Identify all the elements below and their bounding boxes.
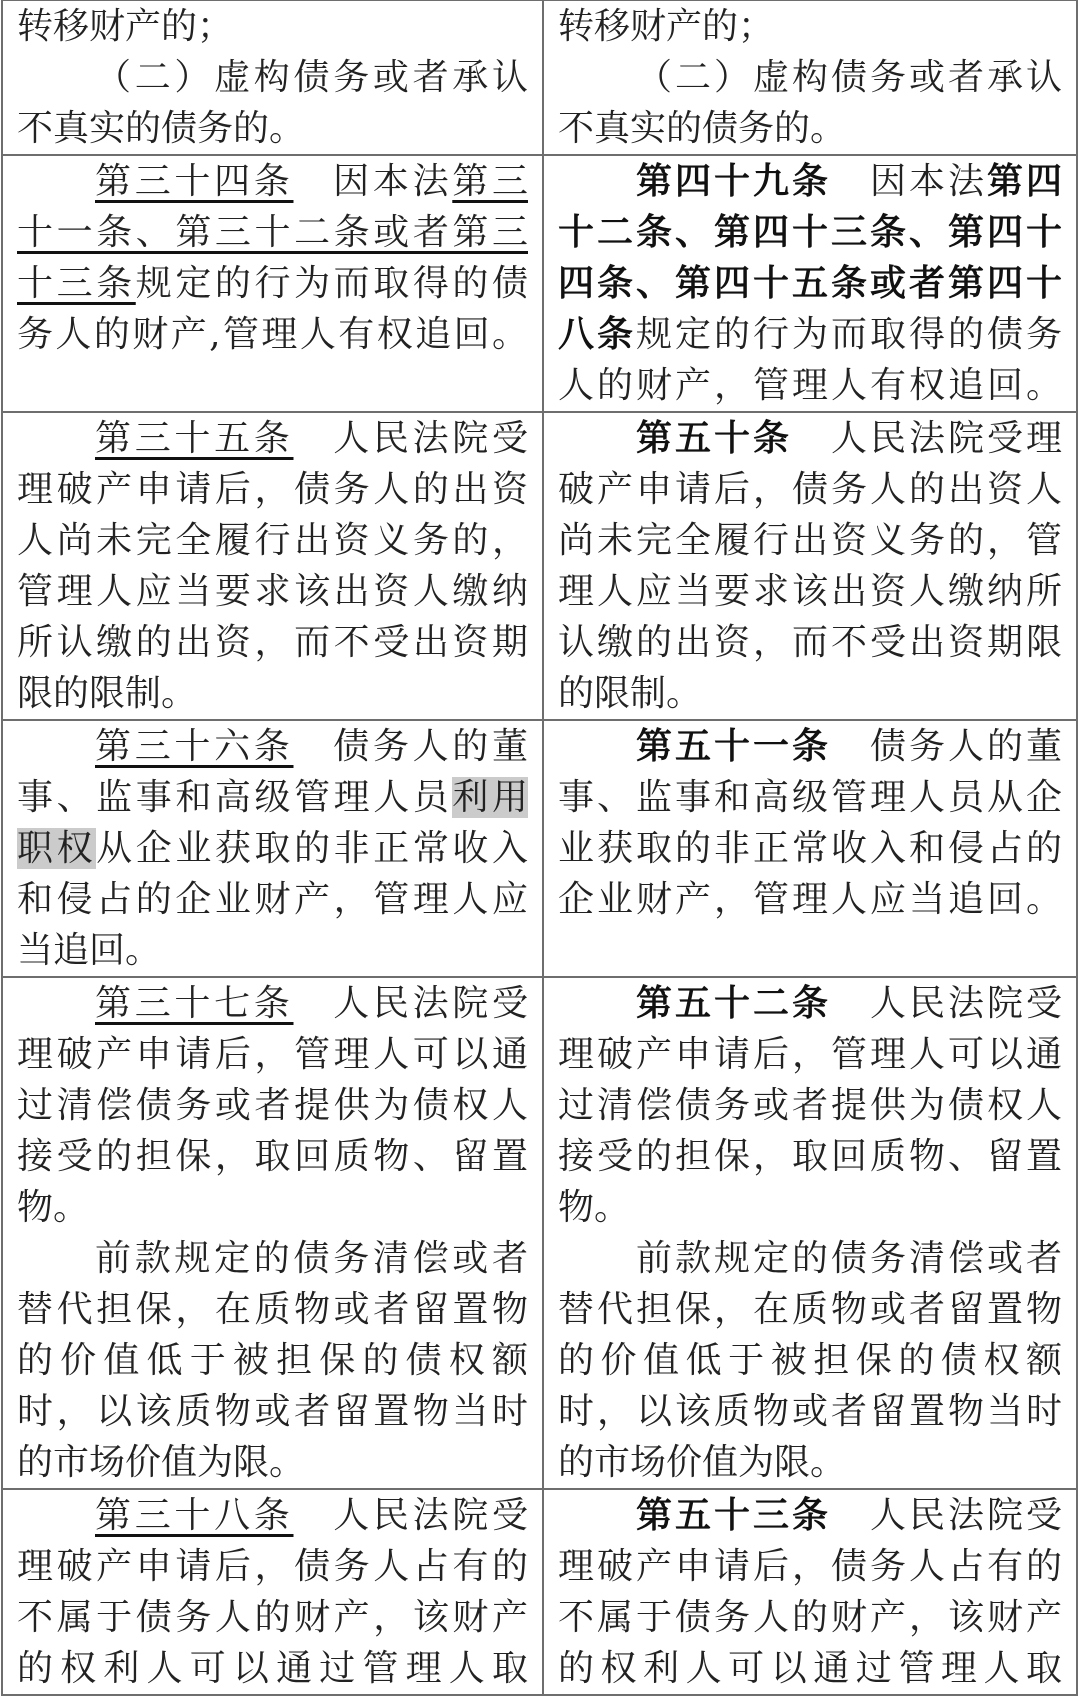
text-line	[558, 1284, 1062, 1335]
text-segment: 事、监事和高级管理人员从企	[558, 777, 1062, 818]
text-line	[558, 1386, 1062, 1437]
text-segment: 人民法院受	[293, 983, 528, 1024]
old-law-cell	[2, 977, 543, 1489]
text-line	[17, 1386, 528, 1437]
highlighted-text: 利用	[452, 777, 528, 818]
text-line	[558, 515, 1062, 566]
text-segment: 限的限制。	[17, 673, 198, 714]
text-segment: 接受的担保，取回质物、留置	[558, 1136, 1062, 1177]
text-segment: 债务人的董	[831, 726, 1062, 767]
text-segment: 债务人的董	[293, 726, 528, 767]
text-segment: 和侵占的企业财产，管理人应	[17, 879, 528, 920]
text-line	[558, 566, 1062, 617]
text-segment: 理破产申请后，管理人可以通	[558, 1034, 1062, 1075]
new-law-cell	[543, 720, 1077, 977]
highlighted-text: 职权	[17, 828, 97, 869]
text-segment: 替代担保，在质物或者留置物	[558, 1289, 1062, 1330]
text-segment: 所认缴的出资，而不受出资期	[17, 622, 528, 663]
text-line	[17, 1437, 528, 1488]
text-line	[558, 1080, 1062, 1131]
text-segment: 人尚未完全履行出资义务的，	[17, 520, 528, 561]
text-line	[17, 1080, 528, 1131]
text-line	[17, 925, 528, 976]
text-line	[17, 721, 528, 772]
text-line	[558, 874, 1062, 925]
bold-article-ref: 八条	[558, 313, 636, 355]
text-line	[558, 464, 1062, 515]
text-line	[17, 515, 528, 566]
text-line	[558, 668, 1062, 719]
law-comparison-table	[1, 0, 1078, 1696]
text-segment: （二）虚构债务或者承认	[95, 57, 528, 98]
bold-article-ref: 四条、第四十五条或者第四十	[558, 262, 1062, 304]
text-segment: 的限制。	[558, 673, 703, 714]
text-segment: 规定的行为而取得的债务	[636, 314, 1062, 355]
text-segment: 规定的行为而取得的债	[135, 263, 528, 304]
text-line	[558, 309, 1062, 360]
text-line	[17, 874, 528, 925]
text-line	[17, 823, 528, 874]
text-line	[17, 413, 528, 464]
text-segment: 物。	[558, 1187, 631, 1228]
text-line	[558, 823, 1062, 874]
text-line	[17, 207, 528, 258]
text-segment: 因本法	[293, 161, 453, 202]
text-line	[17, 1592, 528, 1643]
table-row	[2, 720, 1077, 977]
text-line	[17, 668, 528, 719]
text-segment: 过清偿债务或者提供为债权人	[558, 1085, 1062, 1126]
text-line	[558, 258, 1062, 309]
table-body	[2, 0, 1077, 1695]
text-segment: 人民法院受理	[792, 418, 1062, 459]
text-line	[558, 1490, 1062, 1541]
new-law-cell	[543, 155, 1077, 412]
old-law-cell	[2, 1489, 543, 1695]
text-line	[17, 978, 528, 1029]
text-line	[558, 1233, 1062, 1284]
text-segment: 替代担保，在质物或者留置物	[17, 1289, 528, 1330]
text-segment: 接受的担保，取回质物、留置	[17, 1136, 528, 1177]
text-segment: 的价值低于被担保的债权额	[558, 1340, 1062, 1381]
text-segment: （二）虚构债务或者承认	[636, 57, 1062, 98]
new-law-cell	[543, 0, 1077, 155]
text-segment: 的价值低于被担保的债权额	[17, 1340, 528, 1381]
text-line	[17, 1, 528, 52]
text-segment: 人民法院受	[831, 1495, 1062, 1536]
text-line	[17, 1541, 528, 1592]
text-line	[17, 772, 528, 823]
text-line	[17, 1643, 528, 1694]
text-line	[17, 1490, 528, 1541]
table-row	[2, 412, 1077, 720]
text-segment: 人民法院受	[293, 418, 528, 459]
table-row	[2, 1489, 1077, 1695]
old-law-cell	[2, 155, 543, 412]
text-line	[558, 1182, 1062, 1233]
text-segment: 尚未完全履行出资义务的，管	[558, 520, 1062, 561]
underlined-article-ref: 第三十八条	[95, 1495, 294, 1536]
text-segment: 转移财产的；	[17, 6, 234, 47]
text-line	[558, 52, 1062, 103]
text-line	[558, 978, 1062, 1029]
underlined-article-ref: 第三十七条	[95, 983, 294, 1024]
text-line	[17, 1182, 528, 1233]
text-line	[558, 1131, 1062, 1182]
text-segment: 破产申请后，债务人的出资人	[558, 469, 1062, 510]
text-segment: 的市场价值为限。	[17, 1442, 306, 1483]
bold-article-ref: 第四十九条	[636, 160, 831, 202]
text-segment: 不属于债务人的财产，该财产	[17, 1597, 528, 1638]
underlined-article-ref: 第三十五条	[95, 418, 294, 459]
table-row	[2, 977, 1077, 1489]
text-segment: 的市场价值为限。	[558, 1442, 847, 1483]
text-line	[17, 1233, 528, 1284]
text-line	[17, 1029, 528, 1080]
text-segment: 前款规定的债务清偿或者	[95, 1238, 528, 1279]
underlined-article-ref: 第三	[452, 161, 528, 202]
text-segment: 理破产申请后，债务人占有的	[17, 1546, 528, 1587]
text-line	[558, 1541, 1062, 1592]
text-segment: 企业财产，管理人应当追回。	[558, 879, 1062, 920]
text-segment: 事、监事和高级管理人员	[17, 777, 453, 818]
new-law-cell	[543, 412, 1077, 720]
text-segment: 转移财产的；	[558, 6, 775, 47]
text-segment: 不真实的债务的。	[558, 108, 847, 149]
bold-article-ref: 第五十三条	[636, 1494, 831, 1536]
underlined-article-ref: 第三十四条	[95, 161, 294, 202]
text-line	[558, 1335, 1062, 1386]
text-segment: 人民法院受	[293, 1495, 528, 1536]
text-segment: 时，以该质物或者留置物当时	[558, 1391, 1062, 1432]
text-line	[17, 1284, 528, 1335]
text-line	[17, 309, 528, 360]
underlined-article-ref: 第三十六条	[95, 726, 294, 767]
text-line	[17, 258, 528, 309]
text-line	[558, 156, 1062, 207]
text-line	[17, 464, 528, 515]
bold-article-ref: 十二条、第四十三条、第四十	[558, 211, 1062, 253]
text-line	[17, 103, 528, 154]
bold-article-ref: 第五十二条	[636, 982, 831, 1024]
text-line	[558, 1592, 1062, 1643]
table-row	[2, 0, 1077, 155]
new-law-cell	[543, 1489, 1077, 1695]
text-segment: 时，以该质物或者留置物当时	[17, 1391, 528, 1432]
bold-article-ref: 第四	[986, 160, 1062, 202]
text-segment: 人民法院受	[831, 983, 1062, 1024]
text-segment: 过清偿债务或者提供为债权人	[17, 1085, 528, 1126]
text-segment: 人的财产，管理人有权追回。	[558, 365, 1062, 406]
text-segment: 不真实的债务的。	[17, 108, 306, 149]
text-line	[558, 1029, 1062, 1080]
text-line	[17, 617, 528, 668]
table-row	[2, 155, 1077, 412]
text-segment: 认缴的出资，而不受出资期限	[558, 622, 1062, 663]
text-line	[558, 1, 1062, 52]
underlined-article-ref: 十一条、第三十二条或者第三	[17, 212, 528, 253]
text-segment: 理人应当要求该出资人缴纳所	[558, 571, 1062, 612]
text-line	[17, 566, 528, 617]
text-line	[558, 413, 1062, 464]
text-segment: 从企业获取的非正常收入	[96, 828, 528, 869]
old-law-cell	[2, 0, 543, 155]
text-segment: 前款规定的债务清偿或者	[636, 1238, 1062, 1279]
text-segment: 的权利人可以通过管理人取	[17, 1648, 528, 1689]
text-line	[558, 721, 1062, 772]
text-segment: 理破产申请后，债务人的出资	[17, 469, 528, 510]
text-segment: 理破产申请后，管理人可以通	[17, 1034, 528, 1075]
underlined-article-ref: 十三条	[17, 263, 136, 304]
old-law-cell	[2, 412, 543, 720]
text-segment: 业获取的非正常收入和侵占的	[558, 828, 1062, 869]
new-law-cell	[543, 977, 1077, 1489]
text-segment: 不属于债务人的财产，该财产	[558, 1597, 1062, 1638]
text-segment: 因本法	[830, 161, 987, 202]
text-segment: 的权利人可以通过管理人取	[558, 1648, 1062, 1689]
text-segment: 物。	[17, 1187, 90, 1228]
text-line	[558, 207, 1062, 258]
text-line	[558, 1437, 1062, 1488]
text-line	[17, 1335, 528, 1386]
text-segment: 务人的财产,管理人有权追回。	[17, 314, 528, 355]
text-segment: 管理人应当要求该出资人缴纳	[17, 571, 528, 612]
text-line	[17, 52, 528, 103]
bold-article-ref: 第五十一条	[636, 725, 831, 767]
text-line	[17, 156, 528, 207]
text-segment: 当追回。	[17, 930, 162, 971]
text-line	[558, 103, 1062, 154]
text-line	[558, 617, 1062, 668]
text-line	[558, 772, 1062, 823]
text-line	[558, 360, 1062, 411]
old-law-cell	[2, 720, 543, 977]
text-line	[17, 1131, 528, 1182]
text-segment: 理破产申请后，债务人占有的	[558, 1546, 1062, 1587]
text-line	[558, 1643, 1062, 1694]
bold-article-ref: 第五十条	[636, 417, 792, 459]
